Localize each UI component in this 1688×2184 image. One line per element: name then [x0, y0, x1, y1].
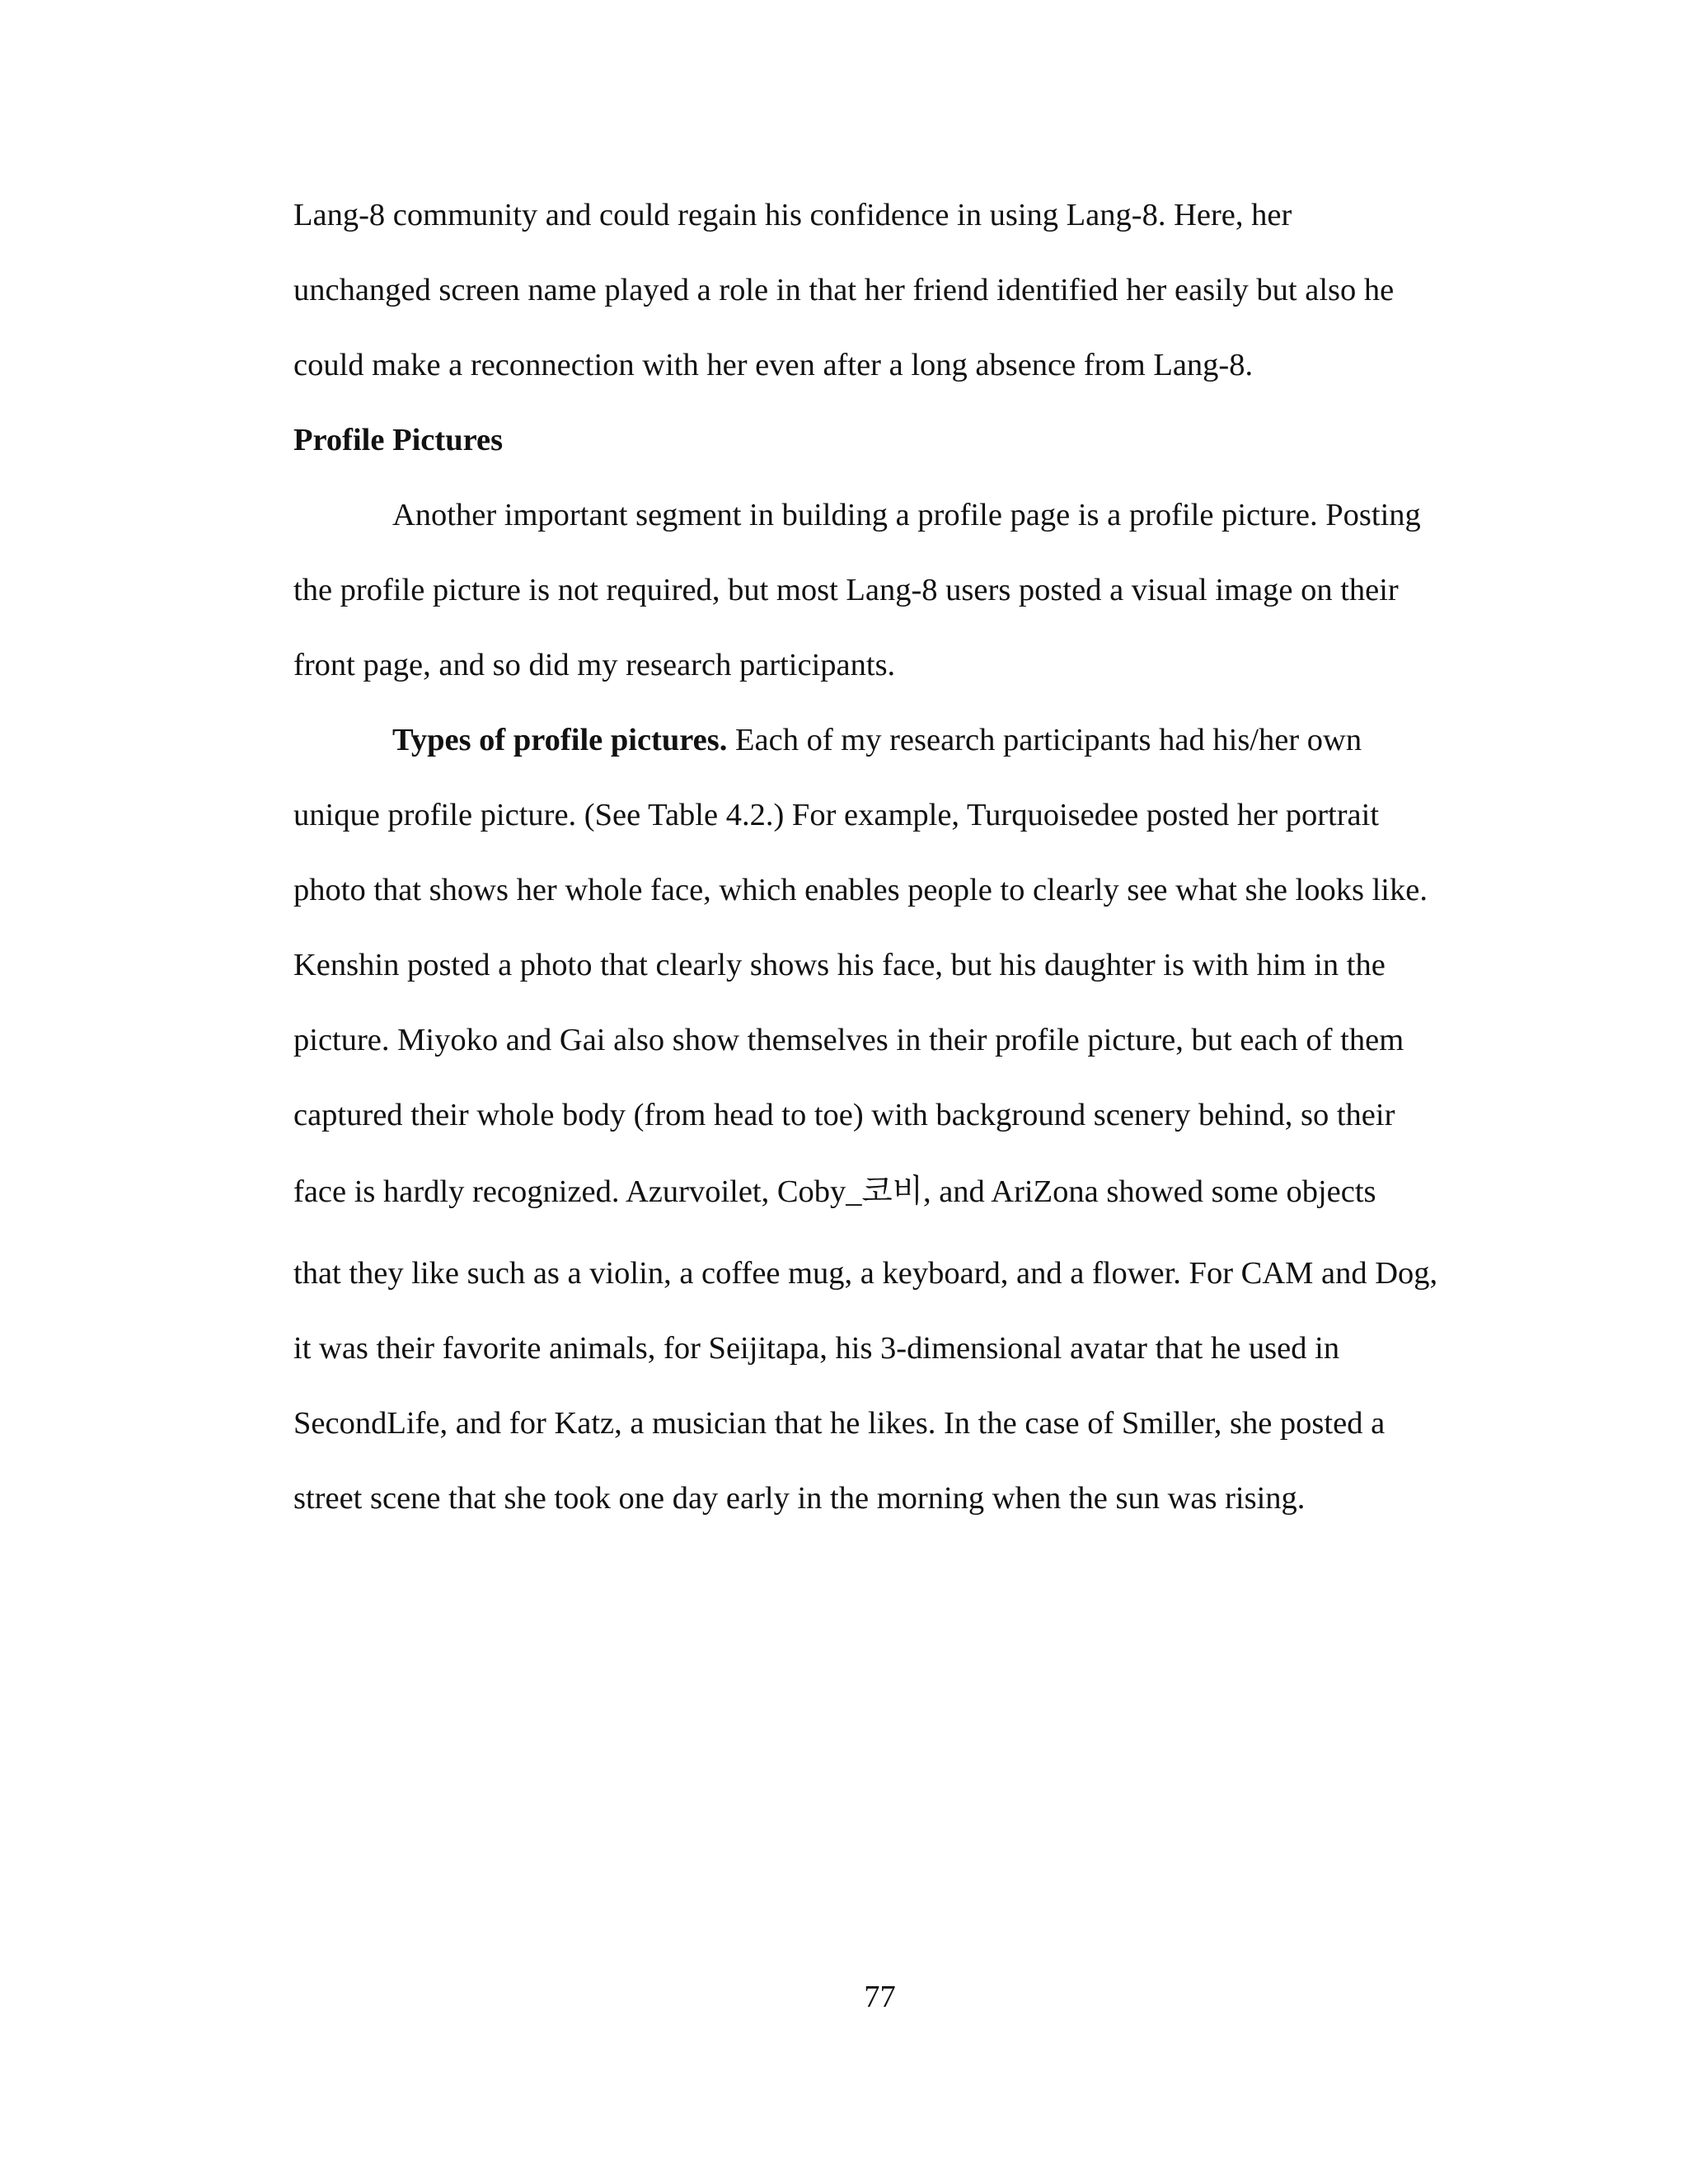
text-line: front page, and so did my research participants. — [293, 648, 896, 682]
text-line: unchanged screen name played a role in that her friend identified her easily but also he — [293, 273, 1395, 307]
text-line: Lang-8 community and could regain his confidence in using Lang-8. Here, her — [293, 198, 1292, 232]
subsection-heading: Types of profile pictures. — [392, 723, 728, 757]
text-line: street scene that she took one day early in the morning when the sun was rising. — [293, 1481, 1306, 1516]
text-line: could make a reconnection with her even after a long absence from Lang-8. — [293, 348, 1254, 382]
text-line — [392, 721, 1362, 759]
text-line: picture. Miyoko and Gai also show themselves in their profile picture, but each of them — [293, 1023, 1404, 1057]
text-line: photo that shows her whole face, which enables people to clearly see what she looks like. — [293, 873, 1428, 907]
text-line: face is hardly recognized. Azurvoilet, Coby_코비, and AriZona showed some objects — [293, 1174, 1376, 1209]
section-heading: Profile Pictures — [293, 423, 504, 457]
text-line: SecondLife, and for Katz, a musician that he likes. In the case of Smiller, she posted a — [293, 1406, 1386, 1441]
text-line: that they like such as a violin, a coffee mug, a keyboard, and a flower. For CAM and Dog, — [293, 1256, 1438, 1291]
text-line: unique profile picture. (See Table 4.2.) For example, Turquoisedee posted her portrait — [293, 798, 1380, 832]
text-line: captured their whole body (from head to toe) with background scenery behind, so their — [293, 1098, 1395, 1132]
text-line: it was their favorite animals, for Seijitapa, his 3-dimensional avatar that he used in — [293, 1331, 1340, 1366]
page-number: 77 — [864, 1980, 896, 2014]
text-line: Another important segment in building a profile page is a profile picture. Posting — [392, 498, 1421, 532]
text-line: the profile picture is not required, but most Lang-8 users posted a visual image on their — [293, 573, 1399, 607]
text-run: Each of my research participants had his/her own — [727, 723, 1362, 757]
text-line: Kenshin posted a photo that clearly shows his face, but his daughter is with him in the — [293, 948, 1386, 982]
